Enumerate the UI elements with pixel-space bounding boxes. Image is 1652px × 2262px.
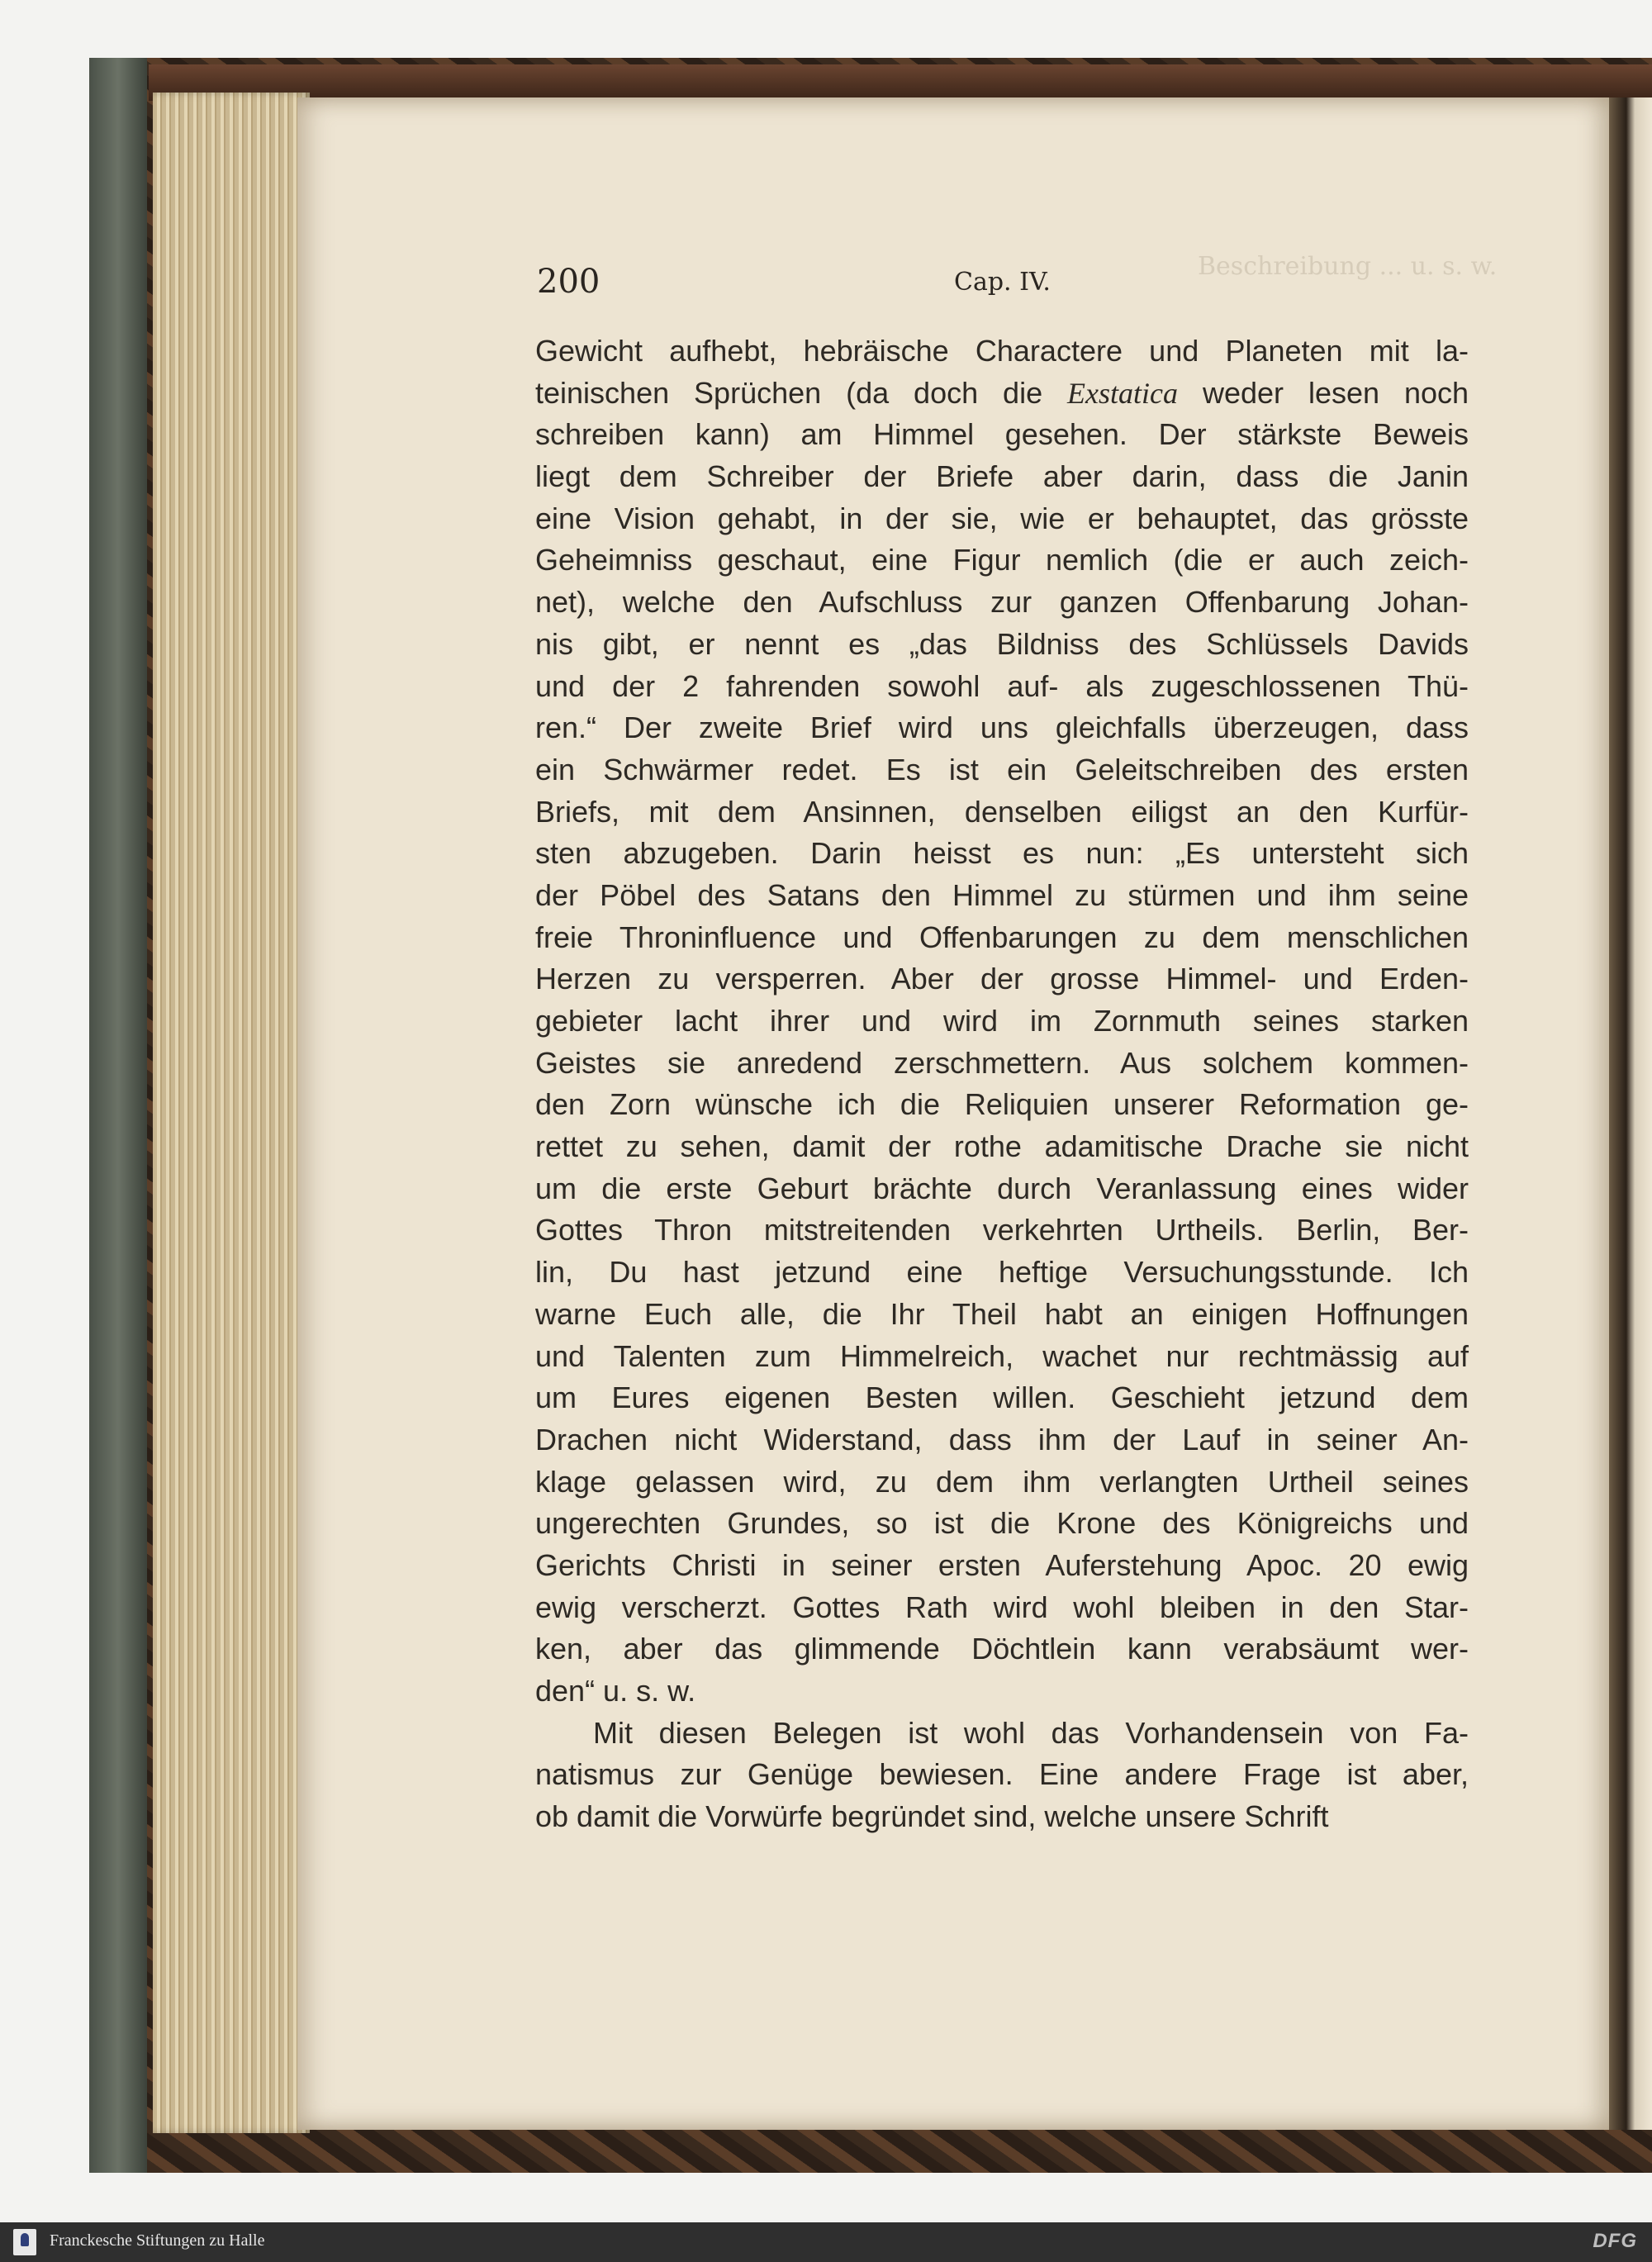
text-line — [535, 1754, 1469, 1796]
text-line — [535, 749, 1469, 791]
text-line — [535, 373, 1469, 415]
text-line — [535, 456, 1469, 498]
book-top-edge — [149, 64, 1652, 101]
text-line — [535, 498, 1469, 540]
dfg-logo: DFG — [1593, 2230, 1637, 2252]
text-line — [535, 875, 1469, 917]
text-line-segment: und Talenten zum Himmelreich, wachet nur rechtmässig auf — [535, 1338, 1469, 1373]
text-line — [535, 1336, 1469, 1378]
text-line — [535, 330, 1469, 373]
text-line — [535, 1084, 1469, 1126]
text-line — [535, 1461, 1469, 1504]
text-line-segment: Gottes Thron mitstreitenden verkehrten Urtheils. Berlin, Ber- — [535, 1213, 1469, 1247]
page-stack-edge — [153, 93, 310, 2133]
text-line — [535, 1545, 1469, 1587]
text-line-segment: Gerichts Christi in seiner ersten Auferstehung Apoc. 20 ewig — [535, 1547, 1469, 1582]
text-line — [535, 414, 1469, 456]
page-number: 200 — [537, 263, 601, 301]
text-line-segment: der Pöbel des Satans den Himmel zu stürmen und ihm seine — [535, 877, 1469, 912]
text-line-segment: nis gibt, er nennt es „das Bildniss des Schlüssels Davids — [535, 626, 1469, 661]
text-line-segment: und der 2 fahrenden sowohl auf- als zugeschlossenen Thü- — [535, 668, 1469, 703]
text-line — [535, 1168, 1469, 1210]
text-line-segment: liegt dem Schreiber der Briefe aber darin, dass die Janin — [535, 459, 1469, 494]
text-line-segment: net), welche den Aufschluss zur ganzen Offenbarung Johan- — [535, 585, 1469, 620]
text-line-segment: ungerechten Grundes, so ist die Krone des Königreichs und — [535, 1506, 1469, 1541]
text-line — [535, 833, 1469, 875]
chapter-title: Cap. IV. — [954, 268, 1051, 297]
text-line-segment: ewig verscherzt. Gottes Rath wird wohl bleiben in den Star- — [535, 1590, 1469, 1624]
text-line — [535, 582, 1469, 624]
text-line — [535, 707, 1469, 749]
text-line-segment: um Eures eigenen Besten willen. Geschieht jetzund dem — [535, 1380, 1469, 1415]
text-line — [535, 1670, 1469, 1713]
text-line-segment: klage gelassen wird, zu dem ihm verlangten Urtheil seines — [535, 1464, 1469, 1499]
text-line-segment: Drachen nicht Widerstand, dass ihm der Lauf in seiner An- — [535, 1422, 1469, 1457]
text-line-segment: Gewicht aufhebt, hebräische Charactere und Planeten mit la- — [535, 334, 1469, 368]
text-line — [535, 666, 1469, 708]
text-line-segment: um die erste Geburt brächte durch Veranlassung eines wider — [535, 1171, 1469, 1205]
text-line-segment: Briefs, mit dem Ansinnen, denselben eiligst an den Kurfür- — [535, 794, 1469, 829]
text-line-segment: ein Schwärmer redet. Es ist ein Geleitschreiben des ersten — [535, 752, 1469, 786]
text-line-segment: teinischen Sprüchen (da doch die — [535, 375, 1068, 410]
body-text — [535, 330, 1469, 1838]
text-line-segment: natismus zur Genüge bewiesen. Eine andere Frage ist aber, — [535, 1757, 1469, 1792]
text-line-segment: den Zorn wünsche ich die Reliquien unserer Reformation ge- — [535, 1087, 1469, 1122]
text-line-segment: ob damit die Vorwürfe begründet sind, welche unsere Schrift — [535, 1799, 1329, 1834]
text-line-segment: rettet zu sehen, damit der rothe adamitische Drache sie nicht — [535, 1129, 1469, 1164]
footer-bar — [0, 2222, 1652, 2262]
text-line — [535, 917, 1469, 959]
institution-label: Franckesche Stiftungen zu Halle — [50, 2231, 265, 2250]
text-line-segment: gebieter lacht ihrer und wird im Zornmuth seines starken — [535, 1004, 1469, 1038]
text-line — [535, 1126, 1469, 1168]
text-line — [535, 539, 1469, 582]
text-line — [535, 1294, 1469, 1336]
text-line-segment: sten abzugeben. Darin heisst es nun: „Es untersteht sich — [535, 836, 1469, 871]
text-line — [535, 1587, 1469, 1629]
institution-logo-icon — [13, 2229, 36, 2255]
text-line-segment: warne Euch alle, die Ihr Theil habt an einigen Hoffnungen — [535, 1296, 1469, 1331]
text-line — [535, 1796, 1469, 1838]
text-line — [535, 1000, 1469, 1043]
italic-word: Exstatica — [1067, 376, 1179, 410]
book-spine-cloth — [89, 58, 147, 2173]
text-line — [535, 624, 1469, 666]
text-line-segment: Herzen zu versperren. Aber der grosse Himmel- und Erden- — [535, 962, 1469, 996]
text-line-segment: freie Throninfluence und Offenbarungen zu dem menschlichen — [535, 920, 1469, 954]
text-line — [535, 1043, 1469, 1085]
text-line-segment: ken, aber das glimmende Döchtlein kann verabsäumt wer- — [535, 1632, 1469, 1666]
page-gutter — [1609, 97, 1652, 2130]
text-line-segment: Geheimniss geschaut, eine Figur nemlich (die er auch zeich- — [535, 543, 1469, 577]
text-line — [535, 1503, 1469, 1545]
text-line — [535, 958, 1469, 1000]
text-line-segment: den“ u. s. w. — [535, 1674, 696, 1708]
text-line — [535, 1628, 1469, 1670]
text-line — [535, 1209, 1469, 1252]
text-line-segment: ren.“ Der zweite Brief wird uns gleichfalls überzeugen, dass — [535, 710, 1469, 745]
text-line — [535, 1713, 1469, 1755]
text-line — [535, 1419, 1469, 1461]
text-line-segment: Mit diesen Belegen ist wohl das Vorhandensein von Fa- — [593, 1715, 1469, 1750]
text-line — [535, 1377, 1469, 1419]
text-line — [535, 1252, 1469, 1294]
text-line-segment: Geistes sie anredend zerschmettern. Aus solchem kommen- — [535, 1045, 1469, 1080]
page-header — [537, 263, 1466, 312]
text-line-segment: schreiben kann) am Himmel gesehen. Der stärkste Beweis — [535, 417, 1469, 452]
show-through-text: Beschreibung ... u. s. w. — [1198, 252, 1498, 281]
text-line-segment: eine Vision gehabt, in der sie, wie er behauptet, das grösste — [535, 501, 1469, 535]
text-line-segment: weder lesen noch — [1178, 375, 1469, 410]
text-line-segment: lin, Du hast jetzund eine heftige Versuchungsstunde. Ich — [535, 1255, 1469, 1290]
text-line — [535, 791, 1469, 834]
